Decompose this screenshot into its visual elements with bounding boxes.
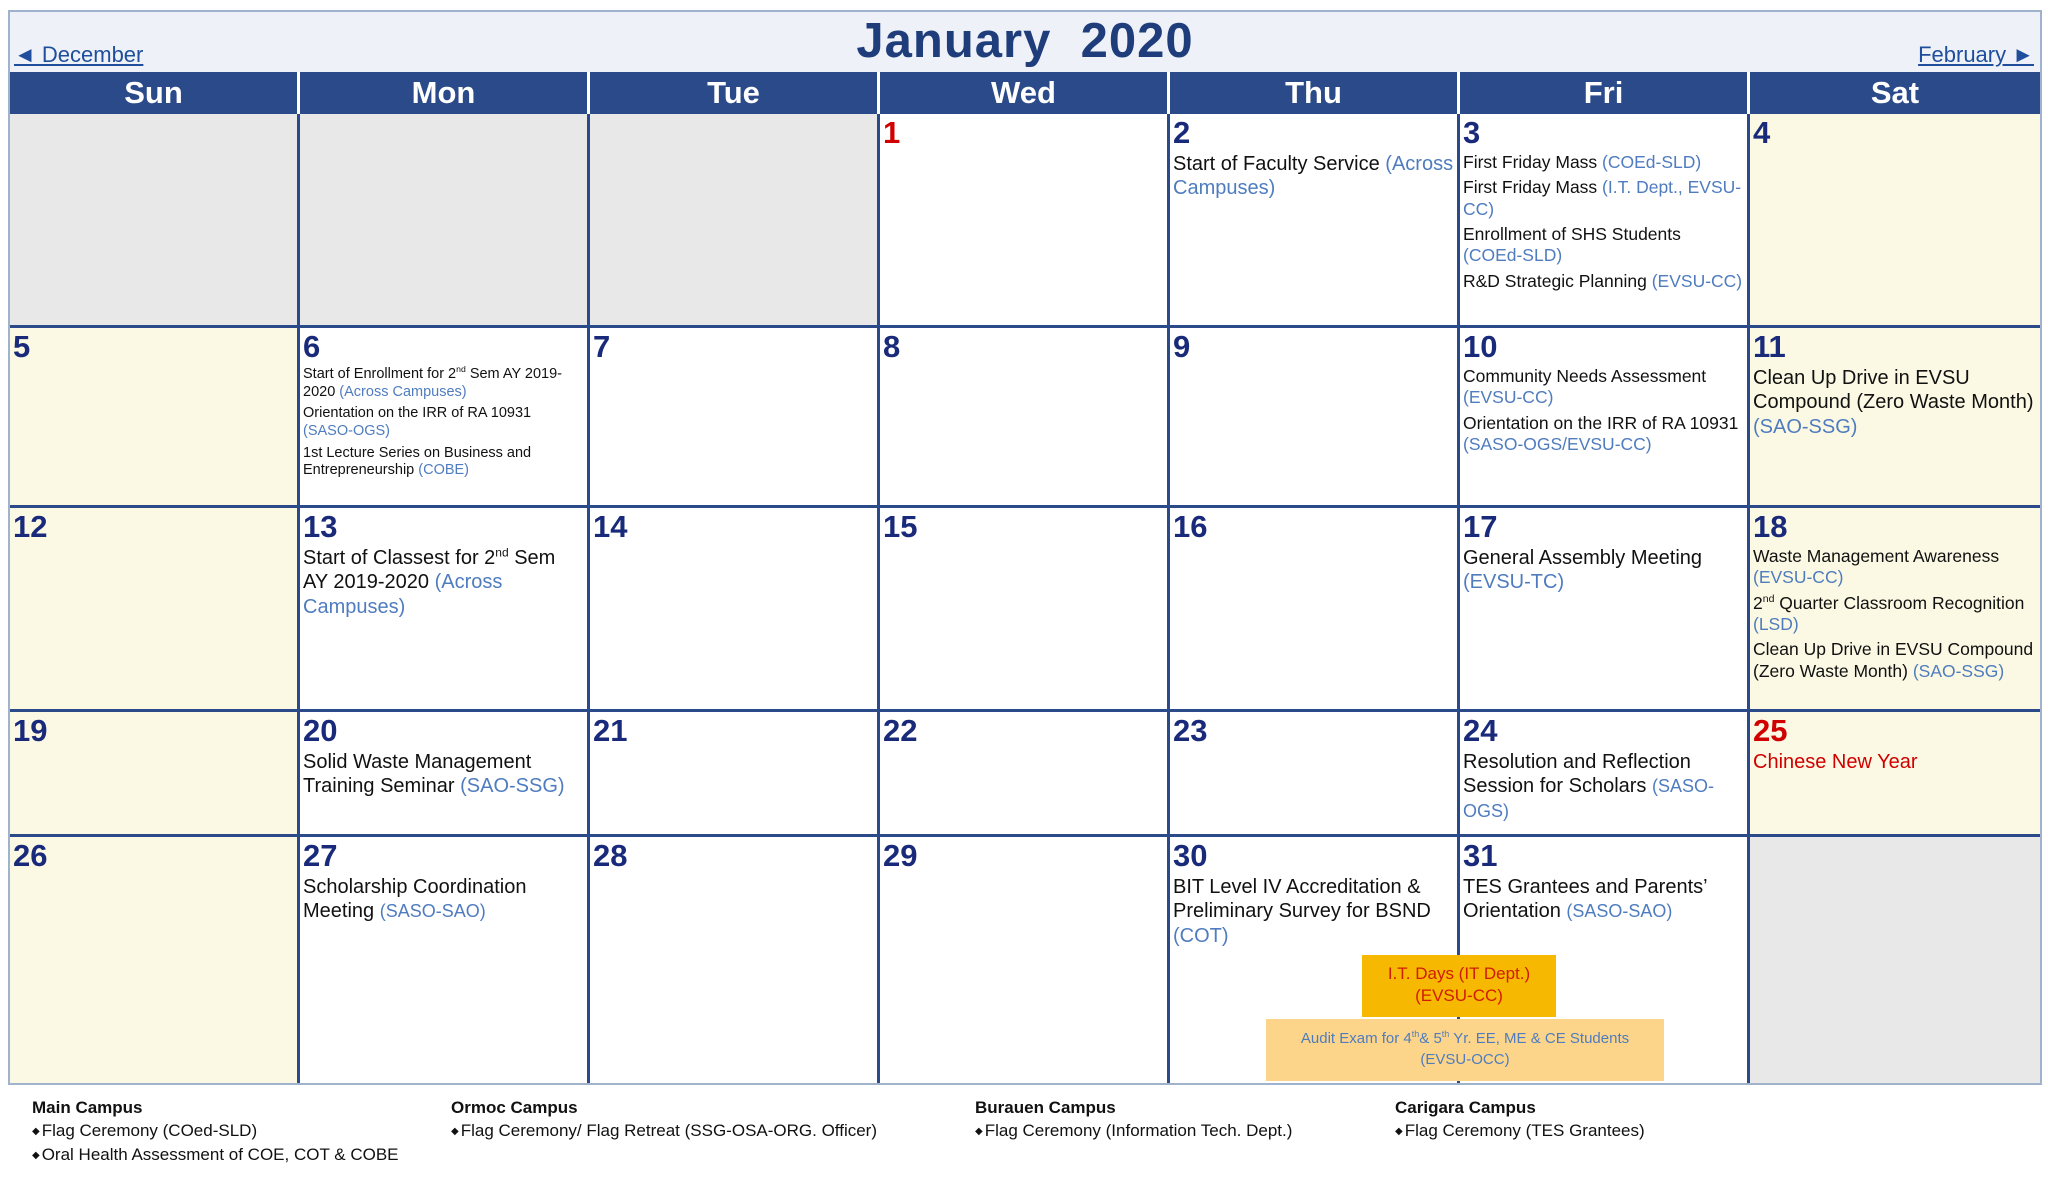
day-number: 12 xyxy=(13,509,48,544)
day-number: 28 xyxy=(593,838,628,873)
ordinal-suffix: nd xyxy=(456,364,466,375)
event-item[interactable] xyxy=(303,546,584,619)
campus-name: Burauen Campus xyxy=(975,1098,1116,1117)
event-org: (EVSU-CC) xyxy=(1463,387,1554,408)
event-text: Scholarship Coordination Meeting xyxy=(303,876,527,923)
event-item[interactable] xyxy=(1463,546,1744,595)
day-number: 19 xyxy=(13,713,48,748)
event-text: Sem AY 2019-2020 xyxy=(303,366,562,400)
campus-carigara xyxy=(1395,1096,1645,1143)
empty-day-cell xyxy=(300,114,590,328)
event-text: Solid Waste Management Training Seminar xyxy=(303,751,532,798)
event-item[interactable] xyxy=(303,875,584,924)
weekday-mon: Mon xyxy=(300,72,590,114)
day-cell-22[interactable] xyxy=(880,712,1170,837)
event-text: Resolution and Reflection Session for Scholars xyxy=(1463,751,1691,798)
event-org: (I.T. Dept., EVSU-CC) xyxy=(1463,177,1742,219)
day-cell-19[interactable] xyxy=(10,712,300,837)
banner-org: (EVSU-OCC) xyxy=(1420,1051,1510,1068)
weekday-sat: Sat xyxy=(1750,72,2040,114)
event-text: Enrollment of SHS Students xyxy=(1463,224,1681,245)
event-item[interactable] xyxy=(1463,271,1744,292)
event-org: (Across Campuses) xyxy=(339,383,467,400)
day-number: 31 xyxy=(1463,838,1498,873)
it-days-banner[interactable] xyxy=(1362,955,1556,1017)
day-cell-8[interactable] xyxy=(880,328,1170,508)
calendar-grid xyxy=(10,114,2040,1083)
event-text: 1st Lecture Series on Business and Entrepreneurship xyxy=(303,444,532,479)
day-number: 26 xyxy=(13,838,48,873)
event-org: (Across Campuses) xyxy=(1173,153,1454,200)
weekday-header xyxy=(10,72,2040,114)
day-cell-12[interactable] xyxy=(10,508,300,712)
day-number: 6 xyxy=(303,329,321,364)
ordinal-suffix: nd xyxy=(1762,592,1775,605)
day-cell-18[interactable] xyxy=(1750,508,2040,712)
day-cell-20[interactable] xyxy=(300,712,590,837)
event-text: BIT Level IV Accreditation & Preliminary Survey for BSND xyxy=(1173,876,1431,923)
day-cell-28[interactable] xyxy=(590,837,880,1083)
day-number: 17 xyxy=(1463,509,1498,544)
event-item[interactable] xyxy=(1463,224,1744,267)
banner-org: (EVSU-CC) xyxy=(1415,986,1503,1005)
day-number: 14 xyxy=(593,509,628,544)
event-item[interactable] xyxy=(1753,366,2037,439)
ordinal-suffix: th xyxy=(1441,1029,1450,1039)
event-item[interactable] xyxy=(303,405,584,440)
weekday-sun: Sun xyxy=(10,72,300,114)
event-item[interactable] xyxy=(1463,152,1744,173)
campus-activity: ◆ Flag Ceremony (COed-SLD) xyxy=(32,1119,399,1143)
event-org: (COBE) xyxy=(418,462,470,479)
day-cell-2[interactable] xyxy=(1170,114,1460,328)
event-org: (SASO-OGS) xyxy=(303,423,391,440)
banner-text: I.T. Days (IT Dept.) xyxy=(1387,964,1531,983)
campus-main xyxy=(32,1096,399,1167)
day-cell-1[interactable] xyxy=(880,114,1170,328)
weekday-tue: Tue xyxy=(590,72,880,114)
day-number: 29 xyxy=(883,838,918,873)
day-cell-13[interactable] xyxy=(300,508,590,712)
holiday-event[interactable]: Chinese New Year xyxy=(1753,751,1918,773)
day-number: 8 xyxy=(883,329,901,364)
day-cell-23[interactable] xyxy=(1170,712,1460,837)
event-text: Community Needs Assessment xyxy=(1463,366,1707,386)
weekday-fri: Fri xyxy=(1460,72,1750,114)
campus-burauen xyxy=(975,1096,1292,1143)
event-text: Start of Faculty Service xyxy=(1173,153,1386,175)
day-cell-10[interactable] xyxy=(1460,328,1750,508)
day-cell-5[interactable] xyxy=(10,328,300,508)
calendar-header xyxy=(10,12,2040,72)
day-number: 16 xyxy=(1173,509,1208,544)
event-item[interactable] xyxy=(303,445,584,480)
prev-month-link[interactable]: ◄ December xyxy=(14,42,144,67)
event-item[interactable] xyxy=(1753,639,2037,682)
event-item[interactable] xyxy=(1463,413,1744,456)
weekday-wed: Wed xyxy=(880,72,1170,114)
event-org: (COEd-SLD) xyxy=(1463,245,1563,266)
event-org: (EVSU-TC) xyxy=(1463,571,1565,594)
event-item[interactable] xyxy=(1753,546,2037,589)
event-text: First Friday Mass xyxy=(1463,152,1603,172)
event-text: Quarter Classroom Recognition xyxy=(1774,592,2025,613)
event-text: Clean Up Drive in EVSU Compound (Zero Waste Month) xyxy=(1753,367,2034,414)
event-text: Clean Up Drive in EVSU Compound (Zero Waste Month) xyxy=(1753,639,2034,681)
event-text: Orientation on the IRR of RA 10931 xyxy=(1463,412,1739,433)
day-cell-3[interactable] xyxy=(1460,114,1750,328)
event-text: R&D Strategic Planning xyxy=(1463,270,1652,291)
banner-text: Yr. EE, ME & CE Students xyxy=(1449,1030,1630,1047)
event-text: 2 xyxy=(1753,592,1763,613)
ordinal-suffix: th xyxy=(1411,1029,1420,1039)
event-org: (SASO-OGS) xyxy=(1463,776,1714,821)
event-item[interactable] xyxy=(1753,593,2037,636)
audit-exam-banner[interactable] xyxy=(1266,1019,1664,1081)
event-text: TES Grantees and Parents’ Orientation xyxy=(1463,876,1707,923)
day-number: 3 xyxy=(1463,115,1481,150)
day-cell-14[interactable] xyxy=(590,508,880,712)
day-number: 5 xyxy=(13,329,31,364)
day-cell-15[interactable] xyxy=(880,508,1170,712)
event-org: (SASO-SAO) xyxy=(1566,901,1673,922)
campus-activity: ◆ Oral Health Assessment of COE, COT & COBE xyxy=(32,1143,399,1167)
day-cell-21[interactable] xyxy=(590,712,880,837)
event-org: (COEd-SLD) xyxy=(1602,152,1702,172)
day-number: 18 xyxy=(1753,509,1788,544)
event-org: (EVSU-CC) xyxy=(1651,270,1743,291)
day-number: 1 xyxy=(883,115,901,150)
day-number: 15 xyxy=(883,509,918,544)
day-number: 27 xyxy=(303,838,338,873)
event-item[interactable] xyxy=(303,750,584,799)
campus-ormoc xyxy=(451,1096,877,1143)
event-item[interactable] xyxy=(1173,152,1454,201)
day-cell-9[interactable] xyxy=(1170,328,1460,508)
empty-day-cell xyxy=(1750,837,2040,1083)
event-item[interactable] xyxy=(1463,366,1744,409)
day-cell-24[interactable] xyxy=(1460,712,1750,837)
day-number: 7 xyxy=(593,329,611,364)
empty-day-cell xyxy=(590,114,880,328)
calendar xyxy=(8,10,2042,1085)
day-number: 13 xyxy=(303,509,338,544)
day-cell-25[interactable] xyxy=(1750,712,2040,837)
day-number: 22 xyxy=(883,713,918,748)
day-number: 24 xyxy=(1463,713,1498,748)
event-org: (Across Campuses) xyxy=(303,571,503,618)
event-item[interactable] xyxy=(1173,875,1454,948)
event-org: (COT) xyxy=(1173,924,1229,947)
event-text: General Assembly Meeting xyxy=(1463,547,1703,569)
ordinal-suffix: nd xyxy=(495,545,509,560)
day-cell-26[interactable] xyxy=(10,837,300,1083)
event-org: (LSD) xyxy=(1753,614,1799,635)
event-item[interactable] xyxy=(1463,177,1744,220)
day-number: 21 xyxy=(593,713,628,748)
day-number: 20 xyxy=(303,713,338,748)
campus-name: Main Campus xyxy=(32,1098,143,1117)
day-cell-29[interactable] xyxy=(880,837,1170,1083)
event-text: Start of Classest for 2 xyxy=(303,547,496,569)
weekday-thu: Thu xyxy=(1170,72,1460,114)
next-month-link[interactable]: February ► xyxy=(1918,42,2034,67)
event-org: (SAO-SSG) xyxy=(1753,415,1858,438)
day-number: 2 xyxy=(1173,115,1191,150)
empty-day-cell xyxy=(10,114,300,328)
campus-name: Ormoc Campus xyxy=(451,1098,578,1117)
day-number: 9 xyxy=(1173,329,1191,364)
day-cell-11[interactable] xyxy=(1750,328,2040,508)
day-number: 4 xyxy=(1753,115,1771,150)
event-org: (SASO-OGS/EVSU-CC) xyxy=(1463,434,1652,455)
day-cell-16[interactable] xyxy=(1170,508,1460,712)
day-number: 25 xyxy=(1753,713,1788,748)
campus-footer xyxy=(0,1096,2048,1193)
event-item[interactable] xyxy=(303,366,584,401)
day-cell-7[interactable] xyxy=(590,328,880,508)
campus-activity: ◆ Flag Ceremony (Information Tech. Dept.) xyxy=(975,1119,1292,1143)
event-text: Sem AY 2019-2020 xyxy=(303,547,556,594)
campus-activity: ◆ Flag Ceremony (TES Grantees) xyxy=(1395,1119,1645,1143)
event-text: Start of Enrollment for 2 xyxy=(303,366,457,382)
event-org: (SASO-SAO) xyxy=(379,901,486,922)
banner-text: Audit Exam for 4 xyxy=(1300,1030,1412,1047)
banner-text: & 5 xyxy=(1419,1030,1442,1047)
day-number: 30 xyxy=(1173,838,1208,873)
event-item[interactable] xyxy=(1463,875,1744,924)
event-org: (SAO-SSG) xyxy=(1912,660,2005,681)
event-org: (EVSU-CC) xyxy=(1753,567,1844,588)
event-text: Orientation on the IRR of RA 10931 xyxy=(303,405,532,422)
month-title: January 2020 xyxy=(856,14,1194,68)
day-cell-6[interactable] xyxy=(300,328,590,508)
campus-name: Carigara Campus xyxy=(1395,1098,1536,1117)
day-number: 10 xyxy=(1463,329,1498,364)
event-text: Waste Management Awareness xyxy=(1753,546,2000,566)
day-cell-27[interactable] xyxy=(300,837,590,1083)
day-number: 11 xyxy=(1753,329,1786,364)
event-text: First Friday Mass xyxy=(1463,177,1603,198)
event-org: (SAO-SSG) xyxy=(460,775,565,798)
day-number: 23 xyxy=(1173,713,1208,748)
campus-activity: ◆ Flag Ceremony/ Flag Retreat (SSG-OSA-ORG. Officer) xyxy=(451,1119,877,1143)
day-cell-17[interactable] xyxy=(1460,508,1750,712)
event-item[interactable] xyxy=(1463,750,1744,823)
day-cell-4[interactable] xyxy=(1750,114,2040,328)
